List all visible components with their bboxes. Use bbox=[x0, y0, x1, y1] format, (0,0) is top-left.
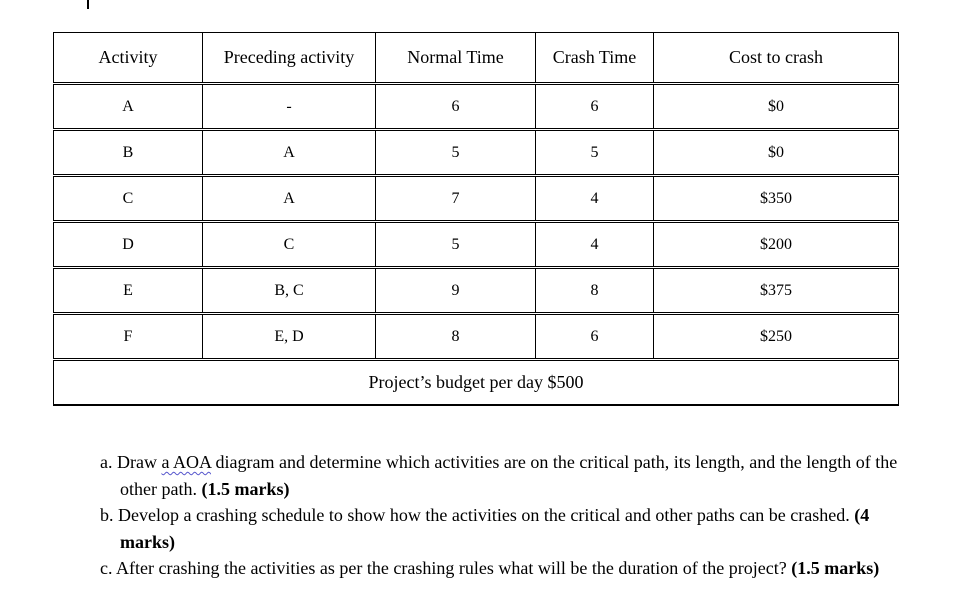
cell-cost-to-crash: $200 bbox=[654, 222, 899, 268]
cell-crash-time: 6 bbox=[536, 314, 654, 360]
header-normal-time: Normal Time bbox=[376, 33, 536, 84]
question-a-marks: (1.5 marks) bbox=[201, 478, 290, 499]
table-row bbox=[54, 84, 899, 130]
cell-preceding: E, D bbox=[203, 314, 376, 360]
cell-crash-time: 6 bbox=[536, 84, 654, 130]
cell-crash-time: 4 bbox=[536, 176, 654, 222]
cell-normal-time: 8 bbox=[376, 314, 536, 360]
header-activity: Activity bbox=[54, 33, 203, 84]
question-a bbox=[87, 449, 907, 502]
cell-preceding: C bbox=[203, 222, 376, 268]
cell-normal-time: 7 bbox=[376, 176, 536, 222]
table-row bbox=[54, 130, 899, 176]
question-b-marks: (4 marks) bbox=[120, 505, 870, 552]
cell-preceding: - bbox=[203, 84, 376, 130]
header-preceding-activity: Preceding activity bbox=[203, 33, 376, 84]
header-crash-time: Crash Time bbox=[536, 33, 654, 84]
question-a-flagged-text: a AOA bbox=[161, 452, 211, 472]
cell-activity: C bbox=[54, 176, 203, 222]
budget-note: Project’s budget per day $500 bbox=[54, 360, 899, 406]
questions-list bbox=[87, 449, 907, 582]
cell-crash-time: 5 bbox=[536, 130, 654, 176]
cell-activity: E bbox=[54, 268, 203, 314]
header-cost-to-crash: Cost to crash bbox=[654, 33, 899, 84]
cell-crash-time: 4 bbox=[536, 222, 654, 268]
cell-normal-time: 6 bbox=[376, 84, 536, 130]
table-row bbox=[54, 268, 899, 314]
cell-cost-to-crash: $375 bbox=[654, 268, 899, 314]
question-c-marks: (1.5 marks) bbox=[791, 558, 880, 578]
cell-cost-to-crash: $250 bbox=[654, 314, 899, 360]
table-row bbox=[54, 314, 899, 360]
cell-crash-time: 8 bbox=[536, 268, 654, 314]
question-b bbox=[87, 502, 907, 555]
cell-preceding: B, C bbox=[203, 268, 376, 314]
cell-preceding: A bbox=[203, 176, 376, 222]
table-row bbox=[54, 176, 899, 222]
question-a-text: diagram and determine which activities are on the critical path, its length, and the length of the other path. bbox=[120, 452, 898, 499]
table-header-row bbox=[54, 33, 899, 84]
cell-normal-time: 5 bbox=[376, 222, 536, 268]
cell-cost-to-crash: $0 bbox=[654, 130, 899, 176]
corner-mark bbox=[87, 0, 89, 9]
cell-activity: D bbox=[54, 222, 203, 268]
cell-cost-to-crash: $350 bbox=[654, 176, 899, 222]
cell-cost-to-crash: $0 bbox=[654, 84, 899, 130]
cell-preceding: A bbox=[203, 130, 376, 176]
question-c-text: c. After crashing the activities as per the crashing rules what will be the duration of the project? bbox=[100, 558, 792, 578]
cell-normal-time: 5 bbox=[376, 130, 536, 176]
cell-activity: B bbox=[54, 130, 203, 176]
question-b-text: b. Develop a crashing schedule to show how the activities on the critical and other paths can be crashed. bbox=[100, 505, 855, 525]
cell-activity: F bbox=[54, 314, 203, 360]
question-a-prefix: a. Draw bbox=[100, 452, 162, 472]
crash-table bbox=[53, 32, 899, 406]
budget-row bbox=[54, 360, 899, 406]
question-c bbox=[87, 555, 907, 582]
cell-normal-time: 9 bbox=[376, 268, 536, 314]
cell-activity: A bbox=[54, 84, 203, 130]
table-row bbox=[54, 222, 899, 268]
